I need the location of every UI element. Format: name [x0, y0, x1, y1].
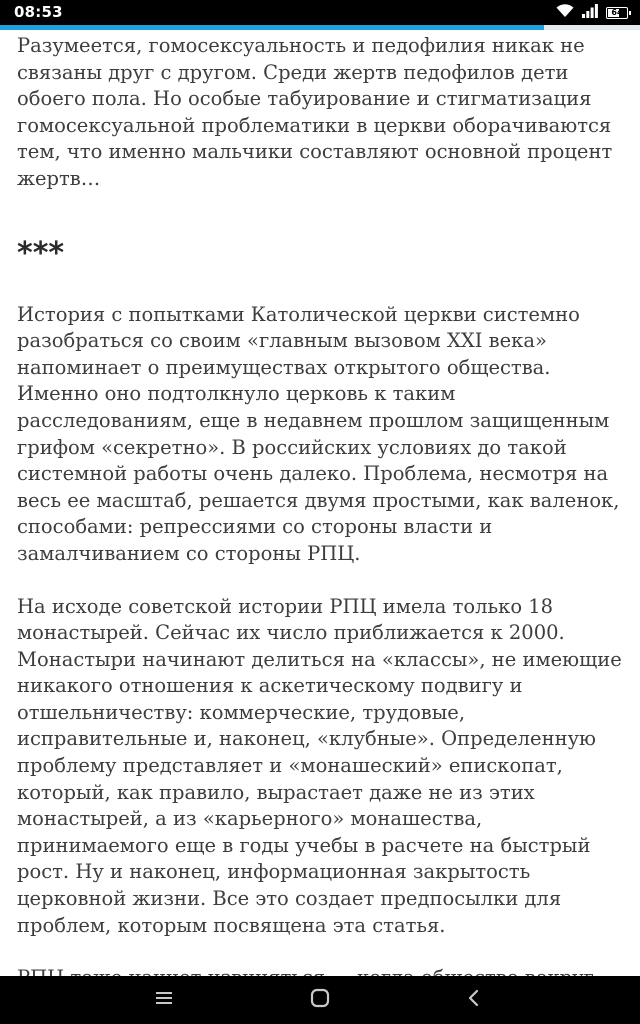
back-button[interactable] — [444, 976, 504, 1024]
status-bar — [0, 0, 640, 25]
section-separator: *** — [17, 235, 65, 271]
reading-progress-bar — [0, 25, 640, 30]
menu-icon — [155, 990, 173, 1010]
battery-level: 64 — [611, 7, 623, 17]
home-button[interactable] — [290, 976, 350, 1024]
status-time: 08:53 — [14, 3, 63, 21]
wifi-icon — [556, 3, 574, 22]
menu-button[interactable] — [134, 976, 194, 1024]
battery-icon — [606, 7, 628, 19]
home-icon — [310, 988, 330, 1012]
status-icons — [556, 4, 628, 21]
signal-icon — [582, 3, 598, 22]
reading-progress-fill — [0, 25, 544, 30]
article-body[interactable] — [17, 33, 625, 976]
navigation-bar — [0, 976, 640, 1024]
article-paragraph: Разумеется, гомосексуальность и педофилия никак не связаны друг с другом. Среди жертв педофилов дети обоего пола. Но особые табуирование и стигматизация гомосексуальной проблематики в церкви оборачиваются тем, что именно мальчики составляют основной процент жертв… — [17, 34, 613, 190]
back-icon — [467, 988, 481, 1012]
article-paragraph: На исходе советской истории РПЦ имела только 18 монастырей. Сейчас их число приближается к 2000. Монастыри начинают делиться на «классы», не имеющие никакого отношения к аскетическому подвигу и отшельничеству: коммерческие, трудовые, исправительные и, наконец, «клубные». Определенную проблему представляет и «монашеский» епископат, который, как правило, вырастает даже не из этих монастырей, а из «карьерного» монашества, принимаемого еще в годы учебы в расчете на быстрый рост. Ну и наконец, информационная закрытость церковной жизни. Все это создает предпосылки для проблем, которым посвящена эта статья. — [17, 594, 622, 937]
article-paragraph: История с попытками Католической церкви системно разобраться со своим «главным вызовом XXI века» напоминает о преимуществах открытого общества. Именно оно подтолкнуло церковь к таким расследованиям, еще в недавнем прошлом защищенным грифом «секретно». В российских условиях до такой системной работы очень далеко. Проблема, несмотря на весь ее масштаб, решается двумя простыми, как валенок, способами: репрессиями со стороны власти и замалчиванием со стороны РПЦ. — [17, 302, 620, 565]
